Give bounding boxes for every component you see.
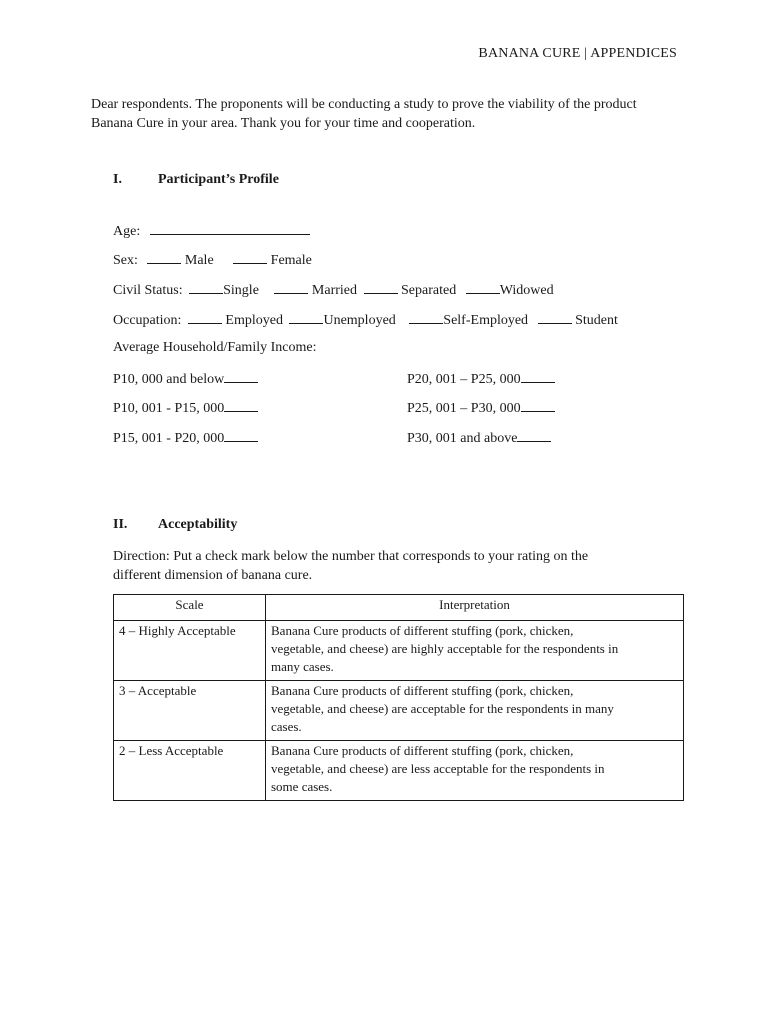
income-option-blank[interactable]: [521, 370, 555, 383]
table-header-scale: Scale: [114, 595, 266, 621]
income-option-6: [407, 429, 551, 447]
income-option-blank[interactable]: [224, 370, 258, 383]
occ-student-blank[interactable]: [538, 311, 572, 324]
interpretation-line: some cases.: [271, 779, 333, 794]
income-option-blank[interactable]: [224, 399, 258, 412]
sex-row: [113, 251, 312, 269]
section-2-number: II.: [113, 517, 128, 532]
civil-separated-blank[interactable]: [364, 281, 398, 294]
intro-paragraph: [91, 95, 691, 133]
scale-cell: 2 – Less Acceptable: [114, 741, 266, 801]
sex-label: Sex:: [113, 253, 138, 268]
income-option-label: P25, 001 – P30, 000: [407, 401, 521, 416]
income-option-3: [113, 399, 258, 417]
income-label: Average Household/Family Income:: [113, 340, 317, 355]
income-option-label: P30, 001 and above: [407, 431, 518, 446]
income-option-label: P20, 001 – P25, 000: [407, 372, 521, 387]
table-row: [114, 681, 684, 741]
income-option-blank[interactable]: [521, 399, 555, 412]
civil-married-label: Married: [311, 283, 357, 298]
section-1-number: I.: [113, 172, 122, 187]
interpretation-line: vegetable, and cheese) are less acceptable for the respondents in: [271, 761, 605, 776]
civil-widowed-blank[interactable]: [466, 281, 500, 294]
civil-status-row: [113, 281, 554, 299]
document-header: BANANA CURE | APPENDICES: [478, 46, 677, 61]
income-option-blank[interactable]: [517, 429, 551, 442]
interpretation-line: Banana Cure products of different stuffing (pork, chicken,: [271, 743, 574, 758]
civil-widowed-label: Widowed: [499, 283, 554, 298]
income-option-label: P15, 001 - P20, 000: [113, 431, 225, 446]
table-row: [114, 621, 684, 681]
interpretation-cell: [266, 621, 684, 681]
table-header-interpretation: Interpretation: [266, 595, 684, 621]
income-option-label: P10, 001 - P15, 000: [113, 401, 225, 416]
occ-employed-label: Employed: [225, 313, 283, 328]
age-row: [113, 222, 310, 240]
scale-table: [113, 594, 684, 801]
civil-separated-label: Separated: [401, 283, 457, 298]
interpretation-line: many cases.: [271, 659, 334, 674]
occupation-row: [113, 311, 618, 329]
civil-status-label: Civil Status:: [113, 283, 183, 298]
interpretation-cell: [266, 681, 684, 741]
age-blank[interactable]: [150, 222, 310, 235]
income-option-label: P10, 000 and below: [113, 372, 225, 387]
occ-student-label: Student: [575, 313, 618, 328]
interpretation-line: Banana Cure products of different stuffing (pork, chicken,: [271, 623, 574, 638]
table-row: [114, 741, 684, 801]
occ-employed-blank[interactable]: [188, 311, 222, 324]
civil-single-blank[interactable]: [189, 281, 223, 294]
occ-unemployed-label: Unemployed: [323, 313, 396, 328]
sex-female-label: Female: [270, 253, 312, 268]
income-option-2: [407, 370, 555, 388]
civil-married-blank[interactable]: [274, 281, 308, 294]
interpretation-cell: [266, 741, 684, 801]
age-label: Age:: [113, 224, 141, 239]
income-option-blank[interactable]: [224, 429, 258, 442]
table-header-row: [114, 595, 684, 621]
scale-cell: 3 – Acceptable: [114, 681, 266, 741]
direction-line-1: Direction: Put a check mark below the number that corresponds to your rating on the: [113, 549, 589, 564]
occ-self-blank[interactable]: [409, 311, 443, 324]
intro-line-1: Dear respondents. The proponents will be conducting a study to prove the viability of the product: [91, 97, 637, 112]
intro-line-2: Banana Cure in your area. Thank you for your time and cooperation.: [91, 116, 476, 131]
civil-single-label: Single: [223, 283, 259, 298]
income-option-4: [407, 399, 555, 417]
interpretation-line: vegetable, and cheese) are acceptable for the respondents in many: [271, 701, 614, 716]
interpretation-line: cases.: [271, 719, 302, 734]
section-1-title: Participant’s Profile: [158, 172, 279, 187]
occupation-label: Occupation:: [113, 313, 182, 328]
interpretation-line: vegetable, and cheese) are highly acceptable for the respondents in: [271, 641, 619, 656]
occ-self-label: Self-Employed: [443, 313, 529, 328]
direction-line-2: different dimension of banana cure.: [113, 568, 313, 583]
section-2-title: Acceptability: [158, 517, 238, 532]
sex-male-label: Male: [184, 253, 214, 268]
sex-female-blank[interactable]: [233, 251, 267, 264]
direction-paragraph: [113, 547, 673, 585]
sex-male-blank[interactable]: [147, 251, 181, 264]
interpretation-line: Banana Cure products of different stuffing (pork, chicken,: [271, 683, 574, 698]
income-option-5: [113, 429, 258, 447]
scale-cell: 4 – Highly Acceptable: [114, 621, 266, 681]
occ-unemployed-blank[interactable]: [289, 311, 323, 324]
income-option-1: [113, 370, 258, 388]
